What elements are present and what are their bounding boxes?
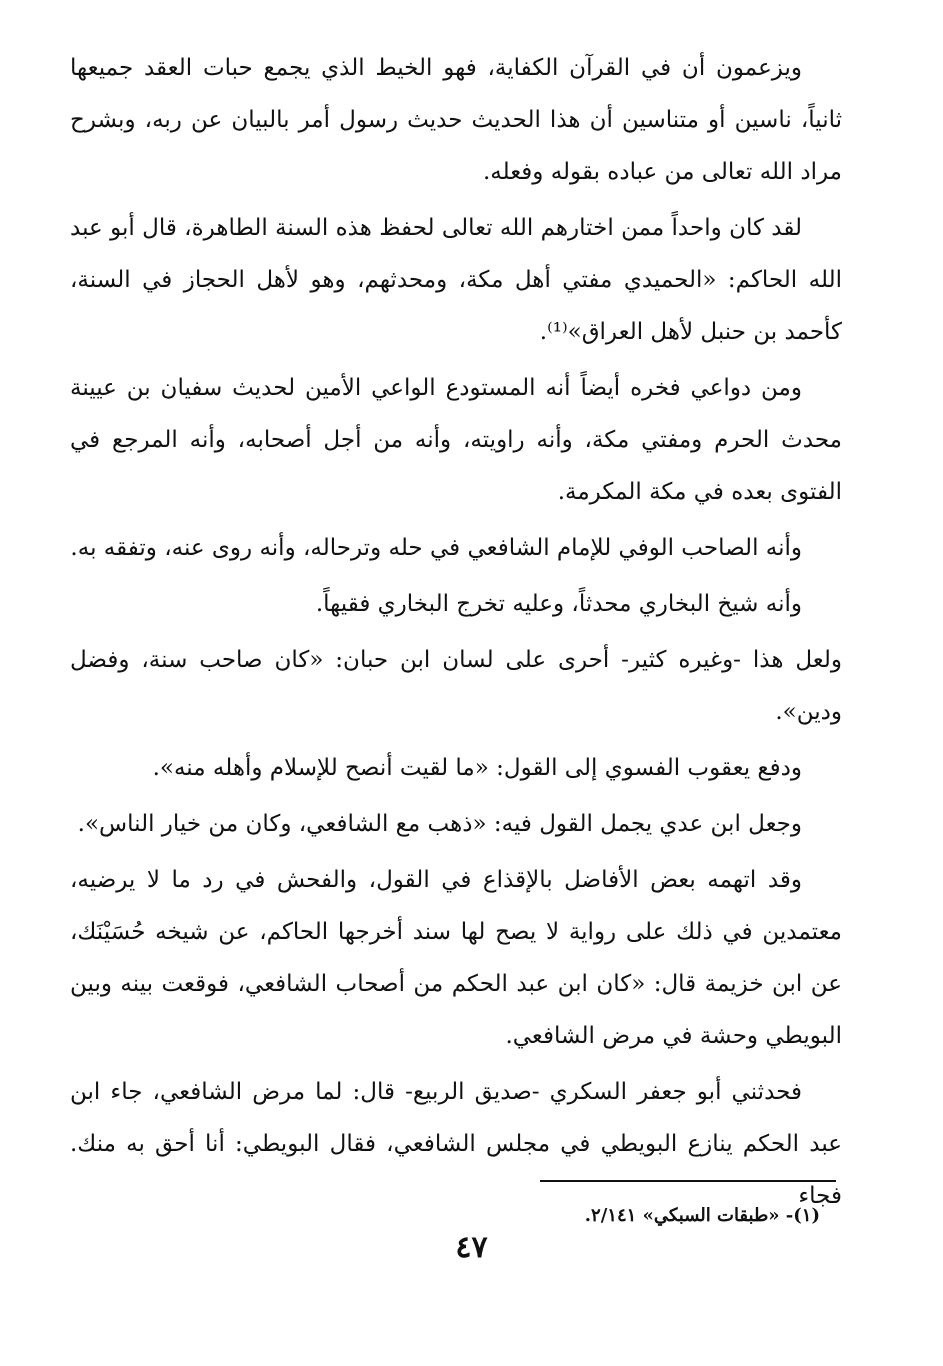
paragraph-2: لقد كان واحداً ممن اختارهم الله تعالى لحفظ هذه السنة الطاهرة، قال أبو عبد الله الحاكم: «الحميدي مفتي أهل مكة، ومحدثهم، وهو لأهل الحجاز في السنة، كأحمد بن حنبل لأهل العراق»⁽¹⁾. xyxy=(70,215,842,345)
body-text xyxy=(70,42,842,1226)
paragraph-4: وأنه الصاحب الوفي للإمام الشافعي في حله وترحاله، وأنه روى عنه، وتفقه به. xyxy=(70,535,802,561)
paragraph-7: ودفع يعقوب الفسوي إلى القول: «ما لقيت أنصح للإسلام وأهله منه». xyxy=(152,755,802,781)
paragraph-6: ولعل هذا -وغيره كثير- أحرى على لسان ابن حبان: «كان صاحب سنة، وفضل ودين». xyxy=(70,647,842,725)
footnote-divider xyxy=(540,1180,836,1182)
paragraph-9: وقد اتهمه بعض الأفاضل بالإقذاع في القول، والفحش في رد ما لا يرضيه، معتمدين في ذلك على رواية لا يصح لها سند أخرجها الحاكم، عن شيخه حُسَيْنَك، عن ابن خزيمة قال: «كان ابن عبد الحكم من أصحاب الشافعي، فوقعت بينه وبين البويطي وحشة في مرض الشافعي. xyxy=(70,867,842,1049)
page-number: ٤٧ xyxy=(455,1230,488,1265)
paragraph-3: ومن دواعي فخره أيضاً أنه المستودع الواعي الأمين لحديث سفيان بن عيينة محدث الحرم ومفتي مكة، وأنه راويته، وأنه من أجل أصحابه، وأنه المرجع في الفتوى بعده في مكة المكرمة. xyxy=(70,375,842,505)
paragraph-10: فحدثني أبو جعفر السكري -صديق الربيع- قال: لما مرض الشافعي، جاء ابن عبد الحكم ينازع البويطي في مجلس الشافعي، فقال البويطي: أنا أحق به منك. فجاء xyxy=(70,1079,842,1209)
footnote: (١)- «طبقات السبكي» ٢/١٤١. xyxy=(584,1205,820,1226)
paragraph-1: ويزعمون أن في القرآن الكفاية، فهو الخيط الذي يجمع حبات العقد جميعها ثانياً، ناسين أو متناسين أن هذا الحديث حديث رسول أمر بالبيان عن ربه، وبشرح مراد الله تعالى من عباده بقوله وفعله. xyxy=(70,55,842,185)
paragraph-8: وجعل ابن عدي يجمل القول فيه: «ذهب مع الشافعي، وكان من خيار الناس». xyxy=(77,811,802,837)
paragraph-5: وأنه شيخ البخاري محدثاً، وعليه تخرج البخاري فقيهاً. xyxy=(315,591,802,617)
